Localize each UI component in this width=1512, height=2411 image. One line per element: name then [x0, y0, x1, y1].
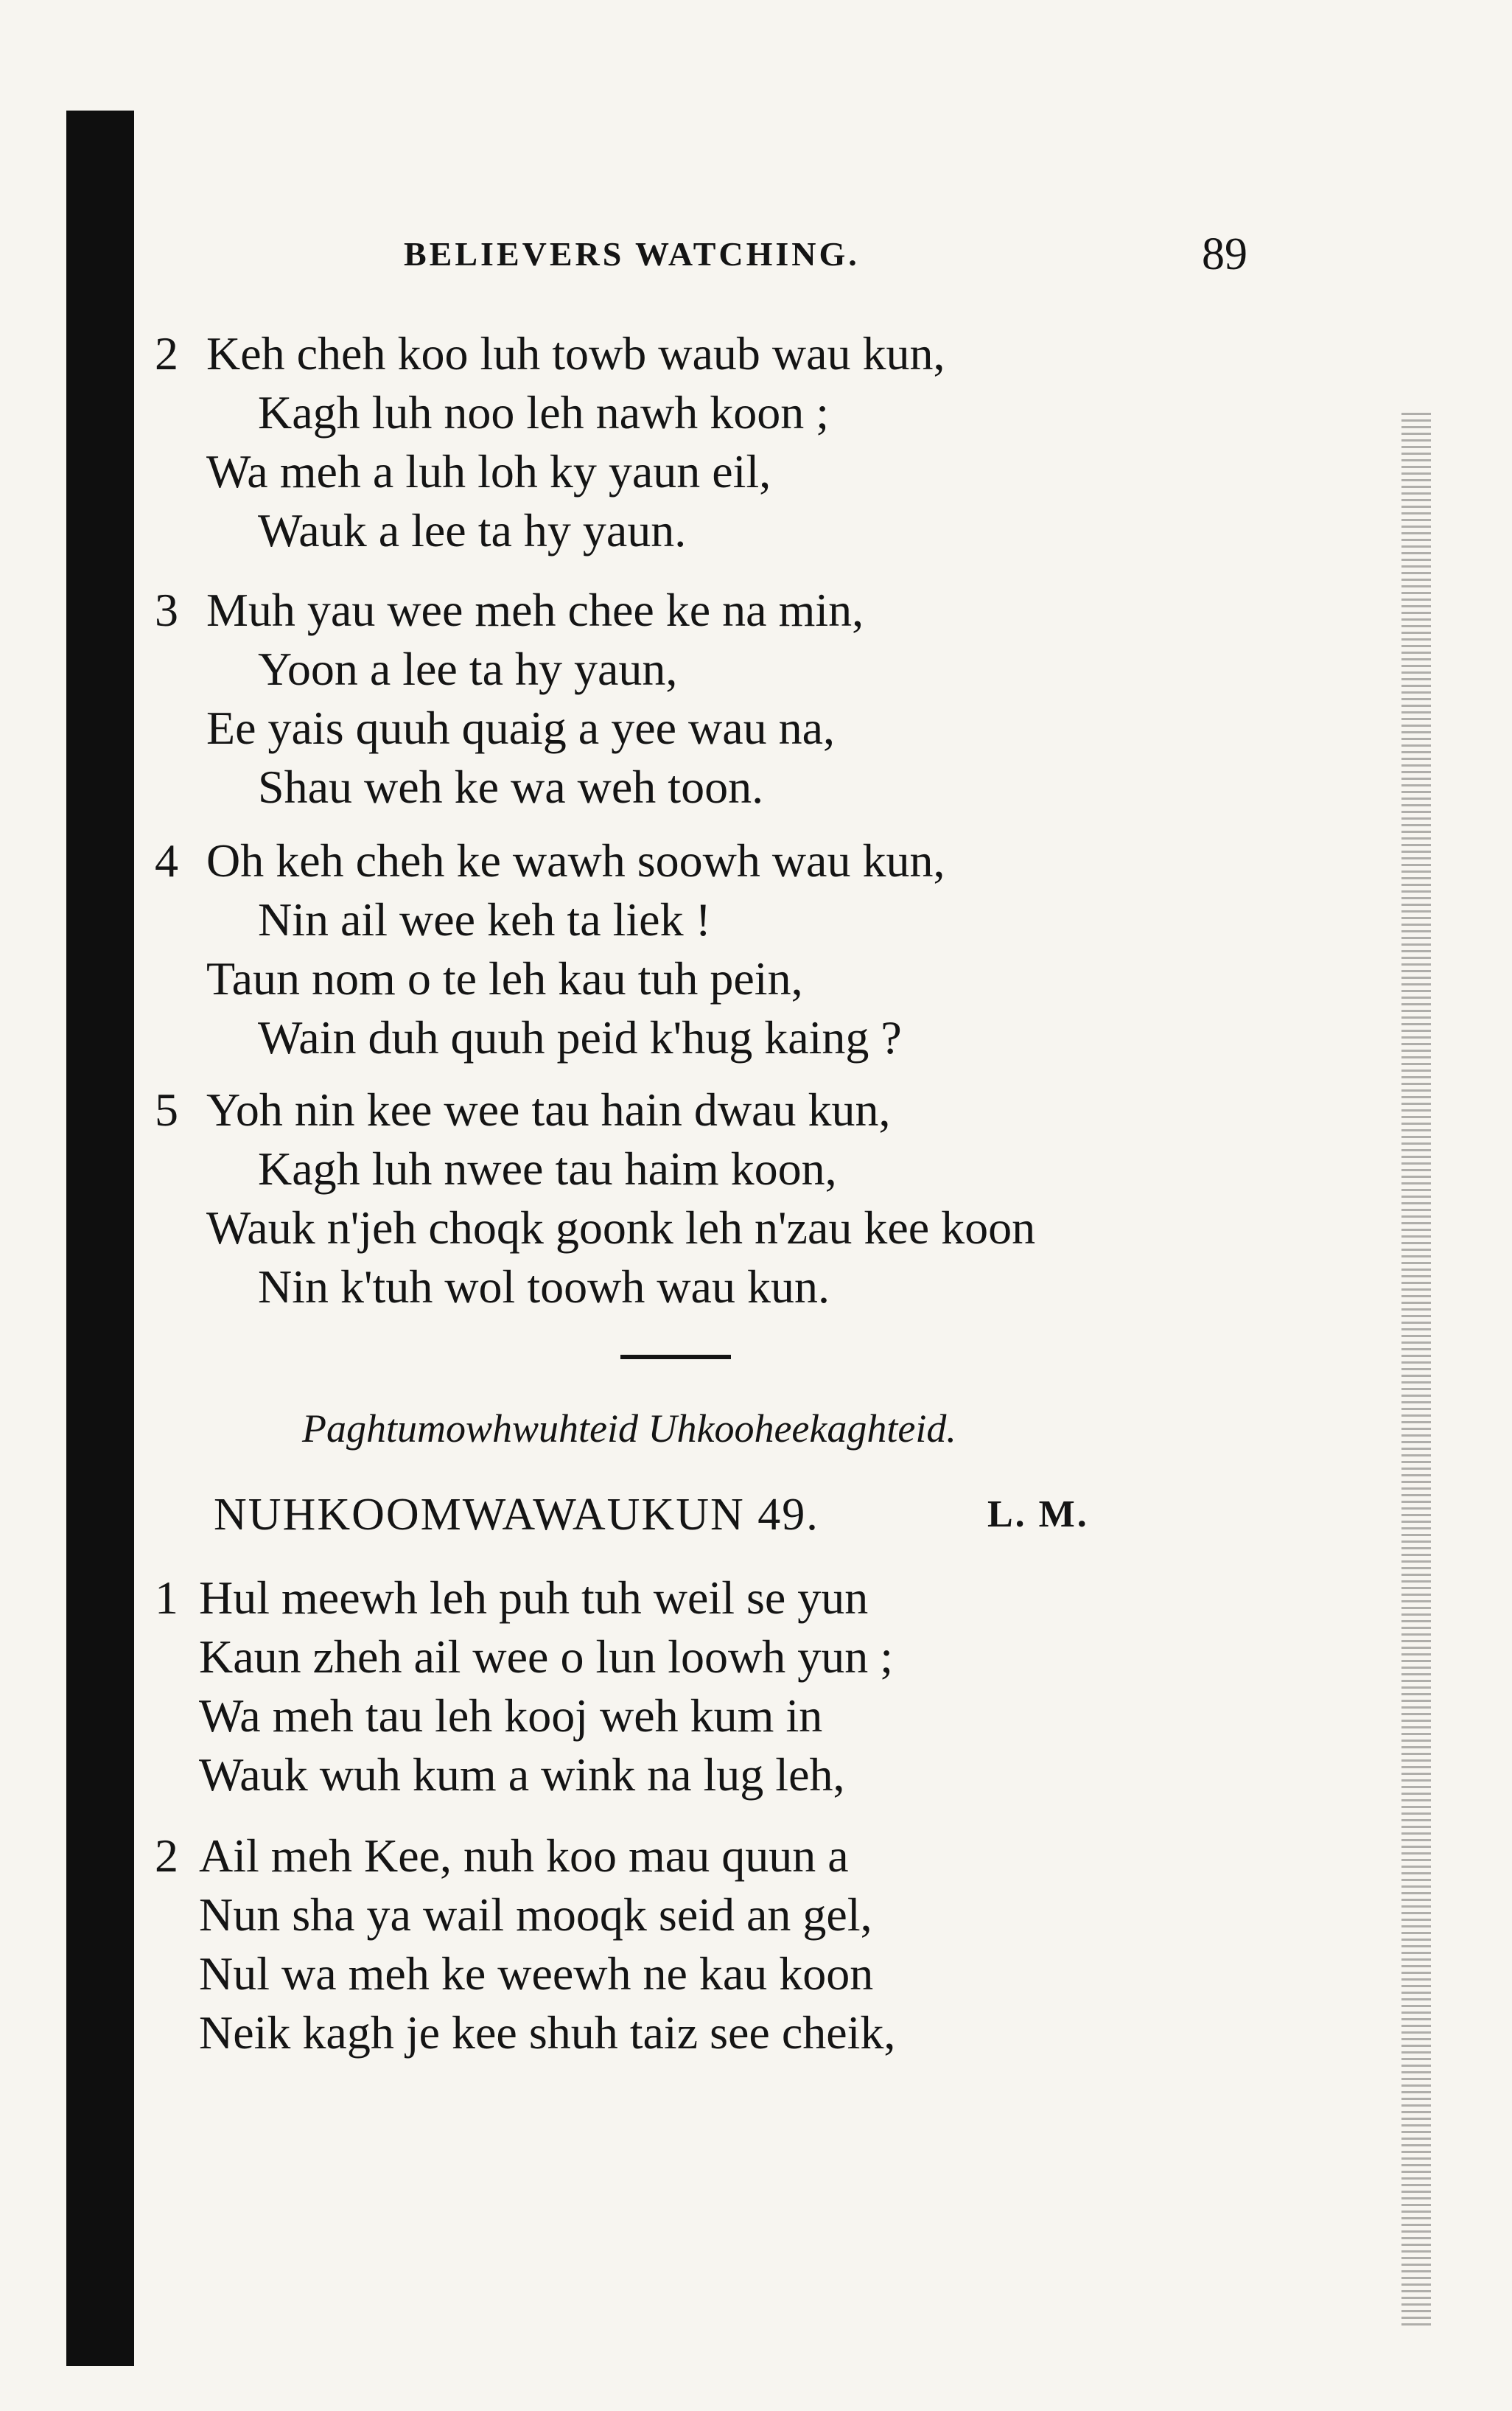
verse-line: Wa meh a luh loh ky yaun eil, — [206, 445, 771, 498]
verse-line: Muh yau wee meh chee ke na min, — [206, 584, 864, 636]
verse-line: Nul wa meh ke weewh ne kau koon — [199, 1947, 874, 2000]
stanza — [155, 324, 1260, 560]
verse-line: Oh keh cheh ke wawh soowh wau kun, — [206, 834, 945, 887]
verse-line: Nun sha ya wail mooqk seid an gel, — [199, 1888, 872, 1941]
hymn-meter: L. M. — [987, 1493, 1089, 1535]
page-number: 89 — [1202, 229, 1247, 279]
stanza — [155, 1569, 1260, 1804]
verse-line: Kaun zheh ail wee o lun loowh yun ; — [199, 1630, 893, 1683]
verse-line: Nin k'tuh wol toowh wau kun. — [258, 1260, 830, 1313]
verse-line: Wauk a lee ta hy yaun. — [258, 504, 687, 556]
verse-line: Taun nom o te leh kau tuh pein, — [206, 952, 803, 1005]
verse-line: Kagh luh nwee tau haim koon, — [258, 1142, 837, 1195]
stanza — [155, 581, 1260, 817]
verse-line: Wa meh tau leh kooj weh kum in — [199, 1689, 823, 1742]
section-divider — [620, 1355, 731, 1359]
verse-line: Nin ail wee keh ta liek ! — [258, 893, 711, 946]
verse-line: Keh cheh koo luh towb waub wau kun, — [206, 327, 945, 380]
verse-line: Ee yais quuh quaig a yee wau na, — [206, 702, 836, 754]
stanza — [155, 831, 1260, 1067]
hymn-heading — [214, 1482, 1208, 1548]
stanza-number: 4 — [155, 834, 178, 887]
verse-line: Kagh luh noo leh nawh koon ; — [258, 386, 829, 439]
page-header — [404, 229, 1247, 293]
verse-line: Wauk wuh kum a wink na lug leh, — [199, 1748, 845, 1801]
hymn-title: NUHKOOMWAWAUKUN 49. — [214, 1490, 819, 1540]
verse-line: Ail meh Kee, nuh koo mau quun a — [199, 1829, 849, 1882]
running-title: BELIEVERS WATCHING. — [404, 235, 860, 273]
stanza-number: 2 — [155, 1829, 178, 1882]
stanza-number: 1 — [155, 1571, 178, 1624]
stanza-number: 2 — [155, 327, 178, 380]
verse-line: Neik kagh je kee shuh taiz see cheik, — [199, 2006, 896, 2059]
verse-line: Wauk n'jeh choqk goonk leh n'zau kee koon — [206, 1201, 1036, 1254]
verse-line: Yoh nin kee wee tau hain dwau kun, — [206, 1084, 891, 1136]
stanza — [155, 1826, 1260, 2062]
verse-line: Wain duh quuh peid k'hug kaing ? — [258, 1011, 902, 1064]
page-edge-bleed — [1401, 413, 1431, 2329]
hymn-subtitle: Paghtumowhwuhteid Uhkooheekaghteid. — [302, 1406, 956, 1451]
stanza-number: 5 — [155, 1084, 178, 1136]
stanza-number: 3 — [155, 584, 178, 636]
verse-line: Yoon a lee ta hy yaun, — [258, 643, 678, 695]
verse-line: Shau weh ke wa weh toon. — [258, 761, 764, 813]
book-spine-shadow — [66, 111, 134, 2366]
verse-line: Hul meewh leh puh tuh weil se yun — [199, 1571, 869, 1624]
stanza — [155, 1081, 1260, 1316]
